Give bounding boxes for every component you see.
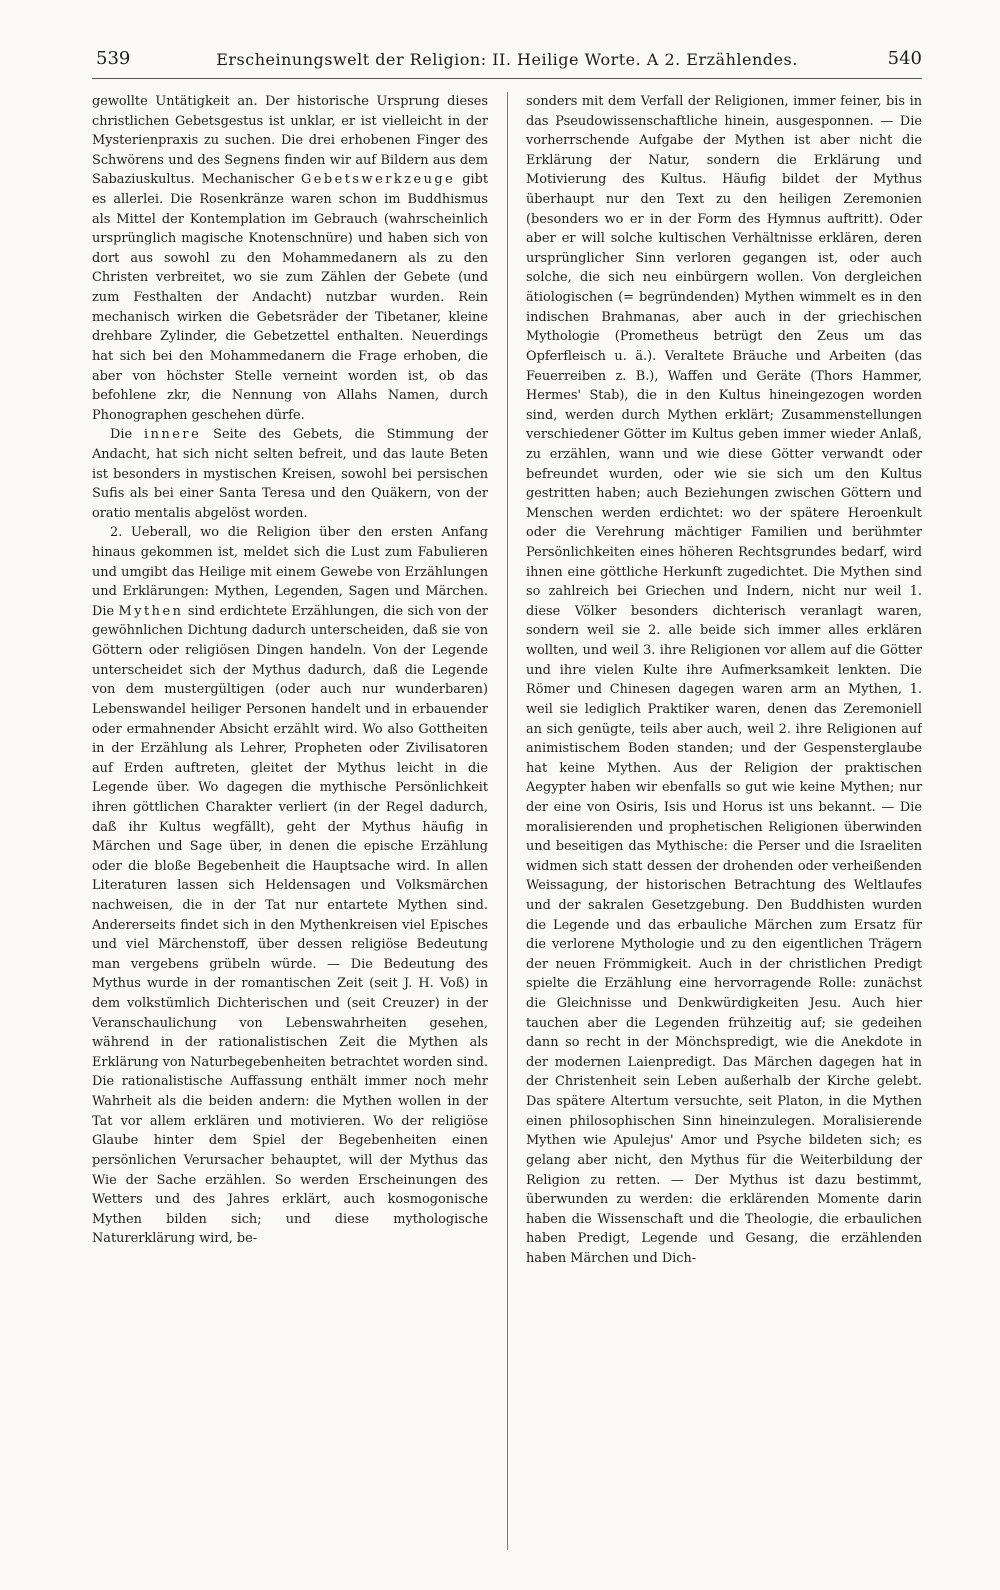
column-divider <box>507 92 508 1550</box>
right-column <box>526 92 922 1550</box>
page-header <box>92 46 922 79</box>
text-run: Die <box>110 427 145 443</box>
paragraph <box>92 425 488 523</box>
left-column-number: 539 <box>96 48 131 69</box>
spaced-term: Gebetswerkzeuge <box>300 172 456 188</box>
spaced-term: Mythen <box>118 603 184 619</box>
text-run: gewollte Untätigkeit an. Der historische Ursprung dieses christlichen Gebetsgestus ist unklar, er ist vielleicht in der Mysterienpraxis zu suchen. Die drei erhobenen Finger des Schwörens und des Segnens finden wir auf Bildern aus dem Sabaziuskultus. Mechanischer <box>92 94 488 188</box>
left-column <box>92 92 488 1550</box>
spaced-term: innere <box>144 427 202 443</box>
text-run: 2. Ueberall, wo die Religion über den ersten Anfang hinaus gekommen ist, meldet sich die Lust zum Fabulieren und umgibt das Heilige mit einem Gewebe von Erzählungen und Erklärungen: Mythen, Legenden, Sagen und Märchen. Die <box>92 525 488 619</box>
right-column-number: 540 <box>887 48 922 69</box>
running-head: Erscheinungswelt der Religion: II. Heilige Worte. A 2. Erzählendes. <box>216 50 798 69</box>
text-run: sind erdichtete Erzählungen, die sich von der gewöhnlichen Dichtung dadurch unterscheiden, daß sie von Göttern oder religiösen Dingen handeln. Von der Legende unterscheidet sich der Mythus dadurch, daß die Legende von dem mustergültigen (oder auch nur wunderbaren) Lebenswandel heiliger Personen handelt und in erbauender oder ermahnender Absicht erzählt wird. Wo also Gottheiten in der Erzählung als Lehrer, Propheten oder Zivilisatoren auf Erden auftreten, gleitet der Mythus leicht in die Legende über. Wo dagegen die mythische Persönlichkeit ihren göttlichen Charakter verliert (in der Regel dadurch, daß ihr Kultus wegfällt), geht der Mythus häufig in Märchen und Sage über, in denen die epische Erzählung oder die bloße Begebenheit die Hauptsache wird. In allen Literaturen lassen sich Heldensagen und Volksmärchen nachweisen, die in der Tat nur entartete Mythen sind. Andererseits findet sich in den Mythenkreisen viel Episches und viel Märchenstoff, über dessen religiöse Bedeutung man vergebens grübeln würde. — Die Bedeutung des Mythus wurde in der romantischen Zeit (seit J. H. Voß) in dem volkstümlich Dichterischen und (seit Creuzer) in der Veranschaulichung von Lebenswahrheiten gesehen, während in der rationalistischen Zeit die Mythen als Erklärung von Naturbegebenheiten betrachtet worden sind. Die rationalistische Auffassung enthält immer noch mehr Wahrheit als die beiden andern: die Mythen wollen in der Tat vor allem erklären und motivieren. Wo der religiöse Glaube hinter dem Spiel der Begebenheiten einen persönlichen Verursacher behauptet, will der Mythus das Wie der Sache erzählen. So werden Erscheinungen des Wetters und des Jahres erklärt, auch kosmogonische Mythen bilden sich; und diese mythologische Naturerklärung wird, be- <box>92 603 488 1247</box>
paragraph <box>92 92 488 425</box>
paragraph <box>92 523 488 1249</box>
paragraph: sonders mit dem Verfall der Religionen, immer feiner, bis in das Pseudowissenschaftliche hinein, ausgesponnen. — Die vorherrschende Aufgabe der Mythen ist aber nicht die Erklärung der Natur, sondern die Erklärung und Motivierung des Kultus. Häufig bildet der Mythus überhaupt nur den Text zu den heiligen Zeremonien (besonders wo er in der Form des Hymnus auftritt). Oder aber er will solche kultischen Verhältnisse erklären, deren ursprünglicher Sinn verloren gegangen ist, oder auch solche, die sich neu einbürgern wollen. Von dergleichen ätiologischen (= begründenden) Mythen wimmelt es in den indischen Brahmanas, aber auch in der griechischen Mythologie (Prometheus betrügt den Zeus um das Opferfleisch u. ä.). Veraltete Bräuche und Arbeiten (das Feuerreiben z. B.), Waffen und Geräte (Thors Hammer, Hermes' Stab), die in den Kultus hineingezogen worden sind, werden durch Mythen erklärt; Zusammenstellungen verschiedener Götter im Kultus geben immer wieder Anlaß, zu erzählen, wann und wie diese Götter verwandt oder befreundet wurden, oder wie sie sich um den Kultus gestritten haben; auch Beziehungen zwischen Göttern und Menschen werden erdichtet: wo der spätere Heroenkult oder die Verehrung mächtiger Familien und berühmter Persönlichkeiten eines höheren Rechtsgrundes bedarf, wird ihnen eine göttliche Herkunft zugedichtet. Die Mythen sind so zahlreich bei Griechen und Indern, nicht nur weil 1. diese Völker besonders dichterisch veranlagt waren, sondern weil sie 2. alle beide sich immer alles erklären wollten, und weil 3. ihre Religionen vor allem auf die Götter und ihre vielen Kulte ihre Aufmerksamkeit lenkten. Die Römer und Chinesen dagegen waren arm an Mythen, 1. weil sie lediglich Praktiker waren, denen das Zeremoniell an sich genügte, teils aber auch, weil 2. ihre Religionen auf animistischem Boden standen; und der Gespensterglaube hat keine Mythen. Aus der Religion der praktischen Aegypter haben wir ebenfalls so gut wie keine Mythen; nur der eine von Osiris, Isis und Horus ist uns bekannt. — Die moralisierenden und prophetischen Religionen überwinden und beseitigen das Mythische: die Perser und die Israeliten widmen sich statt dessen der drohenden oder verheißenden Weissagung, der historischen Betrachtung des Weltlaufes und der sakralen Gesetzgebung. Den Buddhisten wurden die Legende und das erbauliche Märchen zum Ersatz für die verlorene Mythologie und zu den eigentlichen Trägern der neuen Frömmigkeit. Auch in der christlichen Predigt spielte die Erzählung eine hervorragende Rolle: zunächst die Gleichnisse und Denkwürdigkeiten Jesu. Auch hier tauchen aber die Legenden frühzeitig auf; sie gedeihen dann so recht in der Mönchspredigt, wie die Anekdote in der modernen Laienpredigt. Das Märchen dagegen hat in der Christenheit sein Leben außerhalb der Kirche gelebt. Das spätere Altertum versuchte, seit Platon, in die Mythen einen philosophischen Sinn hineinzulegen. Moralisierende Mythen wie Apulejus' Amor und Psyche bildeten sich; es gelang aber nicht, den Mythus für die Weiterbildung der Religion zu retten. — Der Mythus ist dazu bestimmt, überwunden zu werden: die erklärenden Momente darin haben die Wissenschaft und die Theologie, die erbaulichen haben Predigt, Legende und Gesang, die erzählenden haben Märchen und Dich- <box>526 94 922 1266</box>
text-run: Seite des Gebets, die Stimmung der Andacht, hat sich nicht selten befreit, und das laute Beten ist besonders in mystischen Kreisen, sowohl bei persischen Sufis als bei einer Santa Teresa und den Quäkern, von der oratio mentalis abgelöst worden. <box>92 427 488 521</box>
text-run: gibt es allerlei. Die Rosenkränze waren schon im Buddhismus als Mittel der Kontemplation im Gebrauch (wahrscheinlich ursprünglich magische Knotenschnüre) und haben sich von dort aus sowohl zu den Mohammedanern als zu den Christen verbreitet, wo sie zum Zählen der Gebete (und zum Festhalten der Andacht) nutzbar wurden. Rein mechanisch wirken die Gebetsräder der Tibetaner, kleine drehbare Zylinder, die Gebetzettel enthalten. Neuerdings hat sich bei den Mohammedanern die Frage erhoben, die aber von höchster Stelle verneint worden ist, ob das befohlene zkr, die Nennung von Allahs Namen, durch Phonographen geschehen dürfe. <box>92 172 488 423</box>
